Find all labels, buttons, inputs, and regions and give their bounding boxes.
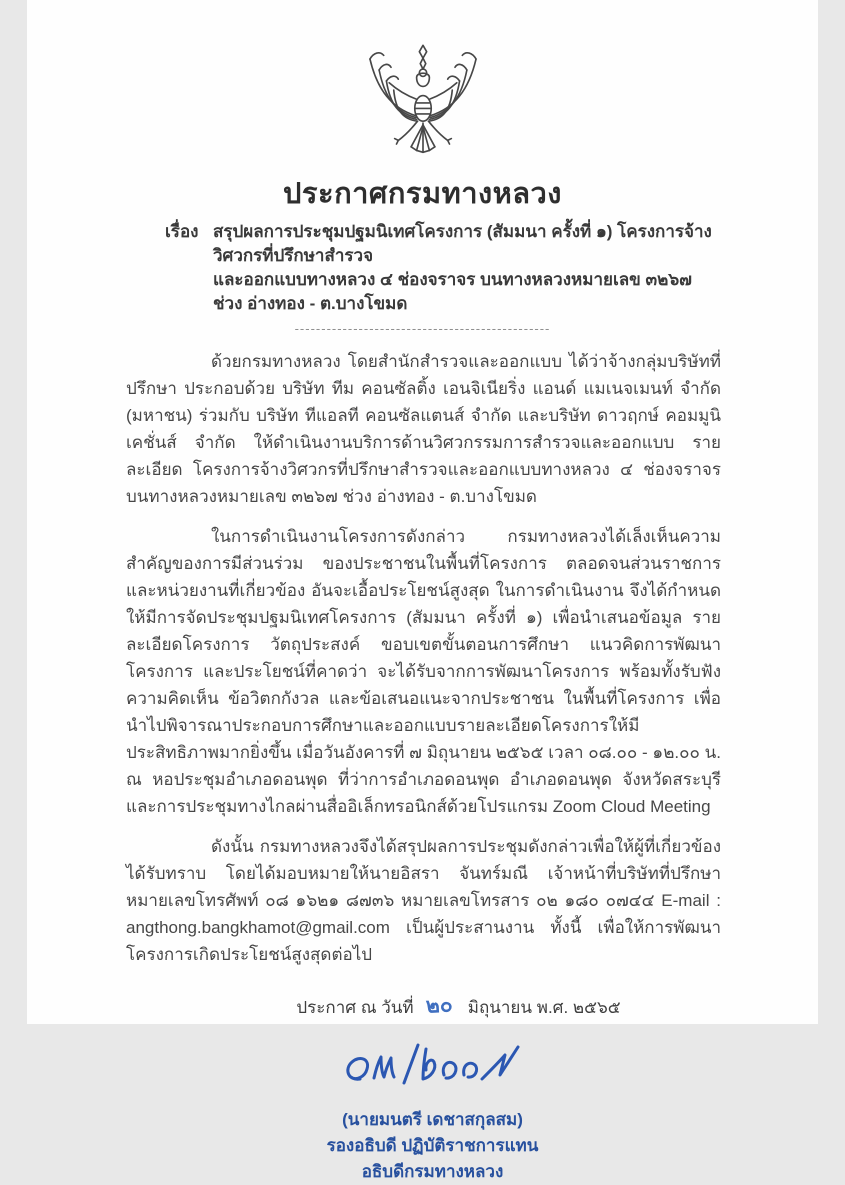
handwritten-signature (338, 1037, 528, 1099)
paragraph-1: ด้วยกรมทางหลวง โดยสำนักสำรวจและออกแบบ ได้ว่าจ้างกลุ่มบริษัทที่ปรึกษา ประกอบด้วย บริษัท ทีม คอนซัลติ้ง เอนจิเนียริ่ง แอนด์ แมเนจเมนท์ จำกัด (มหาชน) ร่วมกับ บริษัท ทีแอลที คอนซัลแตนส์ จำกัด และบริษัท ดาวฤกษ์ คอมมูนิเคชั่นส์ จำกัด ให้ดำเนินงานบริการด้านวิศวกรรมการสำรวจและออกแบบ รายละเอียด โครงการจ้างวิศวกรที่ปรึกษาสำรวจและออกแบบทางหลวง ๔ ช่องจราจร บนทางหลวงหมายเลข ๓๒๖๗ ช่วง อ่างทอง - ต.บางโขมด (126, 352, 721, 506)
page-title: ประกาศกรมทางหลวง (283, 178, 562, 210)
date-suffix: มิถุนายน พ.ศ. ๒๕๖๕ (467, 998, 621, 1017)
subject-row (165, 220, 722, 316)
handwritten-day: ๒๐ (425, 993, 454, 1018)
emblem-container (27, 0, 818, 162)
signature-block (273, 1037, 593, 1185)
subject-label: เรื่อง (165, 222, 199, 241)
signatory-position: รองอธิบดี ปฏิบัติราชการแทน (326, 1136, 539, 1155)
paragraph-2: ในการดำเนินงานโครงการดังกล่าว กรมทางหลวงได้เล็งเห็นความสำคัญของการมีส่วนร่วม ของประชาชนในพื้นที่โครงการ ตลอดจนส่วนราชการและหน่วยงานที่เกี่ยวข้อง อันจะเอื้อประโยชน์สูงสุด ในการดำเนินงาน จึงได้กำหนดให้มีการจัดประชุมปฐมนิเทศโครงการ (สัมมนา ครั้งที่ ๑) เพื่อนำเสนอข้อมูล รายละเอียดโครงการ วัตถุประสงค์ ขอบเขตขั้นตอนการศึกษา แนวคิดการพัฒนาโครงการ และประโยชน์ที่คาดว่า จะได้รับจากการพัฒนาโครงการ พร้อมทั้งรับฟังความคิดเห็น ข้อวิตกกังวล และข้อเสนอแนะจากประชาชน ในพื้นที่โครงการ เพื่อนำไปพิจารณาประกอบการศึกษาและออกแบบรายละเอียดโครงการให้มีประสิทธิภาพมากยิ่งขึ้น เมื่อวันอังคารที่ ๗ มิถุนายน ๒๕๖๕ เวลา ๐๘.๐๐ - ๑๒.๐๐ น. ณ หอประชุมอำเภอดอนพุด ที่ว่าการอำเภอดอนพุด อำเภอดอนพุด จังหวัดสระบุรี และการประชุมทางไกลผ่านสื่ออิเล็กทรอนิกส์ด้วยโปรแกรม Zoom Cloud Meeting (126, 527, 721, 816)
date-prefix: ประกาศ ณ วันที่ (296, 998, 414, 1017)
announcement-date-line (63, 990, 845, 1023)
paragraph-3: ดังนั้น กรมทางหลวงจึงได้สรุปผลการประชุมดังกล่าวเพื่อให้ผู้ที่เกี่ยวข้องได้รับทราบ โดยได้มอบหมายให้นายอิสรา จันทร์มณี เจ้าหน้าที่บริษัทที่ปรึกษา หมายเลขโทรศัพท์ ๐๘ ๑๖๒๑ ๘๗๓๖ หมายเลขโทรสาร ๐๒ ๑๘๐ ๐๗๔๔ E-mail : angthong.bangkhamot@gmail.com เป็นผู้ประสานงาน ทั้งนี้ เพื่อให้การพัฒนาโครงการเกิดประโยชน์สูงสุดต่อไป (126, 837, 721, 964)
garuda-emblem (359, 42, 487, 162)
subject-line-1: สรุปผลการประชุมปฐมนิเทศโครงการ (สัมมนา ครั้งที่ ๑) โครงการจ้างวิศวกรที่ปรึกษาสำรวจ (213, 222, 712, 265)
announcement-document (27, 0, 818, 1181)
subject-text (213, 220, 722, 316)
dashed-divider: ------------------------------------------------ (294, 321, 551, 336)
signatory-organization-title: อธิบดีกรมทางหลวง (361, 1162, 504, 1181)
document-body (126, 348, 721, 968)
subject-line-2: และออกแบบทางหลวง ๔ ช่องจราจร บนทางหลวงหมายเลข ๓๒๖๗ ช่วง อ่างทอง - ต.บางโขมด (213, 270, 692, 313)
signatory-name: (นายมนตรี เดชาสกุลสม) (342, 1110, 523, 1129)
